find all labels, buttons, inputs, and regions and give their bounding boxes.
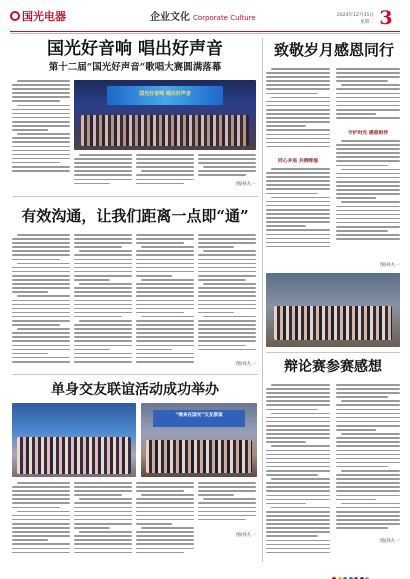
tribute-subhead-1: 同心并进 共铸辉煌 xyxy=(277,159,319,164)
issue-weekday: 星期二 xyxy=(360,20,374,25)
song-contest-column-1 xyxy=(12,80,70,178)
singles-event-headline: 单身交友联谊活动成功举办 xyxy=(51,382,219,398)
divider xyxy=(12,374,258,375)
singles-event-photo-1 xyxy=(12,403,136,477)
section-title-cn: 企业文化 xyxy=(150,12,190,23)
column-divider xyxy=(262,38,263,562)
tribute-group-photo xyxy=(266,273,400,347)
communication-column-1 xyxy=(12,234,70,370)
tribute-column-1 xyxy=(266,68,330,158)
participants xyxy=(17,437,131,474)
section-title xyxy=(150,11,270,25)
event-banner: “缘来在国光”交友联谊 xyxy=(153,410,246,426)
singles-event-column-2 xyxy=(74,482,132,562)
stage-screen: 国光好音响 唱出好声音 xyxy=(107,86,223,106)
song-contest-column-2 xyxy=(74,154,132,190)
singles-event-column-1 xyxy=(12,482,70,562)
page-color-dots xyxy=(332,566,402,572)
singles-event-credit: 图/孙九一 xyxy=(236,533,256,538)
tribute-column-2b xyxy=(336,140,400,260)
issue-date xyxy=(330,12,374,28)
song-contest-subheadline: 第十二届“国光好声音”歌唱大赛圆满落幕 xyxy=(48,62,222,73)
song-contest-column-4 xyxy=(198,154,256,180)
tribute-column-2 xyxy=(336,68,400,128)
communication-column-4 xyxy=(198,234,256,360)
song-contest-photo xyxy=(74,80,256,150)
communication-credit: 图/孙九一 xyxy=(236,362,256,367)
singles-event-column-3 xyxy=(136,482,194,562)
divider xyxy=(266,352,400,353)
tribute-headline: 致敬岁月感恩同行 xyxy=(273,41,394,59)
singles-event-column-4 xyxy=(198,482,256,530)
communication-column-2 xyxy=(74,234,132,370)
song-contest-credit: 图/孙九一 xyxy=(236,182,256,187)
newspaper-logo: 国光电器 xyxy=(10,8,80,26)
tribute-column-1b xyxy=(266,168,330,260)
section-title-en: Corporate Culture xyxy=(193,14,256,22)
debate-column-2 xyxy=(336,384,400,534)
performers xyxy=(81,115,248,146)
song-contest-headline: 国光好音响 唱出好声音 xyxy=(47,39,223,59)
page-number: 3 xyxy=(379,7,393,29)
communication-headline: 有效沟通，让我们距离一点即“通” xyxy=(21,207,249,225)
participants xyxy=(146,440,253,473)
divider xyxy=(12,196,258,197)
header-rule xyxy=(10,31,400,32)
logo-ring-icon xyxy=(10,11,20,21)
debate-credit: 图/孙九一 xyxy=(380,539,400,544)
debate-column-1 xyxy=(266,384,330,560)
group-members xyxy=(274,306,392,340)
tribute-subhead-2: 守护时光 感恩相伴 xyxy=(347,131,389,136)
debate-headline: 辩论赛参赛感想 xyxy=(284,359,382,375)
tribute-credit: 图/孙九一 xyxy=(380,263,400,268)
header-rule-thin xyxy=(10,33,400,34)
singles-event-photo-2 xyxy=(141,403,257,477)
song-contest-column-3 xyxy=(136,154,194,190)
issue-date-text: 2024年12月31日 xyxy=(336,13,374,18)
communication-column-3 xyxy=(136,234,194,370)
